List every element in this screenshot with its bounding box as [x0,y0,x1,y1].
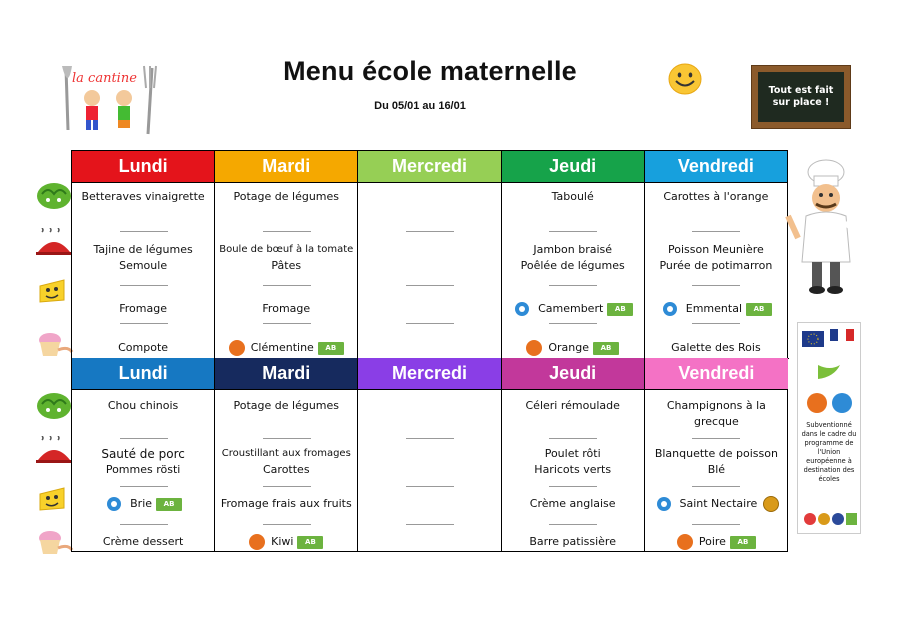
dish-entree [72,189,214,205]
dish-separator [120,524,168,525]
day-column-mardi [215,358,358,551]
dish-main: Tajine de légumes [93,243,193,256]
dish-dessert [215,534,357,550]
dish-text: Poire [698,535,726,548]
eu-subsidy-text: Subventionné dans le cadre du programme de l'Union européenne à destination des écoles [801,421,857,483]
organic-ab-icon: AB [746,303,772,316]
dish-dessert [72,340,214,356]
organic-ab-icon: AB [156,498,182,511]
aop-label-icon [763,496,779,512]
dish-plat [502,446,644,478]
dish-main: Boule de bœuf à la tomate [219,244,354,255]
dish-entree [215,398,357,414]
dish-separator [120,486,168,487]
dish-separator [263,486,311,487]
dish-plat [215,446,357,478]
dish-dessert [215,340,357,356]
dish-text: Galette des Rois [671,341,761,354]
dish-text: Carottes à l'orange [663,190,769,203]
dish-separator [692,323,740,324]
dish-plat [502,242,644,274]
day-column-lundi [72,358,215,551]
dish-text: Saint Nectaire [679,497,758,510]
dish-text: Fromage [119,302,167,315]
dish-separator [263,524,311,525]
dish-entree [215,189,357,205]
dish-separator [406,438,454,439]
dish-laitage [215,496,357,512]
dish-separator [692,486,740,487]
dish-entree [72,398,214,414]
day-header: Mercredi [358,151,500,183]
dish-separator [263,438,311,439]
page-title: Menu école maternelle [283,56,577,86]
day-header: Lundi [72,358,214,390]
dish-text: Camembert [538,302,604,315]
dish-separator [120,285,168,286]
dish-dessert [502,534,644,550]
dish-separator [406,285,454,286]
dish-main: Jambon braisé [533,243,613,256]
fruit-origin-icon [526,340,542,356]
dish-side: Pâtes [271,259,302,272]
dish-separator [406,524,454,525]
eu-subsidy-panel [797,322,861,534]
dish-entree [502,189,644,205]
day-column-vendredi [645,151,788,358]
day-header: Jeudi [502,151,644,183]
dish-plat [215,242,357,274]
dish-text: Emmental [685,302,742,315]
dish-laitage [502,301,644,317]
dish-text: Fromage frais aux fruits [220,497,352,510]
day-header: Lundi [72,151,214,183]
day-header: Mardi [215,358,357,390]
dish-text: Brie [130,497,153,510]
dish-separator [120,323,168,324]
svg-text:la cantine: la cantine [72,71,137,86]
dish-main: Blanquette de poisson [654,447,778,460]
dish-text: Clémentine [250,341,314,354]
day-header: Mardi [215,151,357,183]
day-header: Vendredi [645,151,787,183]
lettuce-icon [34,390,74,420]
chef-illustration [784,158,870,298]
day-header: Jeudi [502,358,644,390]
organic-ab-icon: AB [297,536,323,549]
dish-text: Champignons à la grecque [666,399,766,428]
date-range: Du 05/01 au 16/01 [374,100,466,112]
dish-plat [645,446,788,478]
dish-laitage [645,496,788,512]
dish-entree [645,189,787,205]
dish-side: Semoule [119,259,168,272]
dish-separator [549,231,597,232]
dish-side: Haricots verts [534,463,612,476]
dish-side: Carottes [263,463,310,476]
cheese-icon [34,276,74,306]
dish-separator [120,438,168,439]
dish-separator [692,438,740,439]
dish-separator [692,231,740,232]
dish-side: Pommes rösti [105,463,181,476]
dish-text: Betteraves vinaigrette [81,190,205,203]
dish-separator [263,285,311,286]
organic-ab-icon: AB [730,536,756,549]
dish-plat [645,242,787,274]
dish-separator [692,524,740,525]
cupcake-icon [34,528,74,558]
fruit-origin-icon [677,534,693,550]
dish-separator [406,486,454,487]
dairy-origin-icon [660,301,680,317]
dish-separator [549,486,597,487]
dish-main: Croustillant aux fromages [221,448,351,459]
dish-separator [263,323,311,324]
dish-text: Potage de légumes [233,190,340,203]
dish-dessert [645,340,787,356]
lettuce-icon [34,180,74,210]
dish-dessert [502,340,644,356]
la-cantine-logo [58,60,168,140]
dish-text: Orange [548,341,590,354]
dish-text: Fromage [262,302,311,315]
chalkboard-sign [751,65,851,129]
dish-side: Purée de potimarron [659,259,773,272]
dish-side: Blé [707,463,726,476]
dish-text: Crème dessert [102,535,184,548]
dish-dessert [645,534,788,550]
dish-text: Barre patissière [529,535,616,548]
dish-laitage [72,301,214,317]
dish-text: Kiwi [271,535,294,548]
organic-ab-icon: AB [607,303,633,316]
dish-entree [645,398,788,430]
dish-text: Compote [118,341,169,354]
day-column-jeudi [502,151,645,358]
menu-table [71,150,788,552]
day-column-mercredi [358,358,501,551]
dish-laitage [72,496,214,512]
dish-separator [406,231,454,232]
dish-text: Taboulé [551,190,594,203]
dairy-origin-icon [512,301,532,317]
day-column-jeudi [502,358,645,551]
chalkboard-text: Tout est fait sur place ! [758,72,844,122]
dish-dessert [72,534,214,550]
dish-main: Poisson Meunière [668,243,764,256]
eu-flag-icon [802,327,856,357]
organic-ab-icon: AB [593,342,619,355]
dish-separator [263,231,311,232]
day-header: Vendredi [645,358,788,390]
dish-separator [549,524,597,525]
cloche-dish-icon [34,436,74,466]
dish-text: Crème anglaise [529,497,616,510]
dish-separator [692,285,740,286]
dish-laitage [215,301,357,317]
dish-side: Poêlée de légumes [520,259,625,272]
dish-main: Sauté de porc [101,447,185,461]
dairy-origin-icon [104,496,124,512]
dish-separator [406,323,454,324]
smiley-icon [667,62,703,96]
fruit-dairy-origin-icon [804,389,856,417]
dish-separator [549,438,597,439]
day-column-lundi [72,151,215,358]
day-header: Mercredi [358,358,500,390]
day-column-vendredi [645,358,788,551]
fruit-origin-icon [229,340,245,356]
dish-plat [72,242,214,274]
dish-main: Poulet rôti [544,447,601,460]
cheese-icon [34,484,74,514]
quality-labels-icon [802,509,858,529]
day-column-mardi [215,151,358,358]
dish-entree [502,398,644,414]
dish-text: Céleri rémoulade [525,399,620,412]
dish-text: Potage de légumes [233,399,340,412]
dish-separator [549,285,597,286]
day-column-mercredi [358,151,501,358]
cupcake-icon [34,330,74,360]
cloche-dish-icon [34,228,74,258]
dish-separator [549,323,597,324]
dish-laitage [502,496,644,512]
dish-plat [72,446,214,478]
organic-ab-icon: AB [318,342,344,355]
dairy-origin-icon [654,496,674,512]
dish-laitage [645,301,787,317]
franceagrimer-logo-icon [812,363,846,383]
dish-text: Chou chinois [107,399,179,412]
dish-separator [120,231,168,232]
fruit-origin-icon [249,534,265,550]
